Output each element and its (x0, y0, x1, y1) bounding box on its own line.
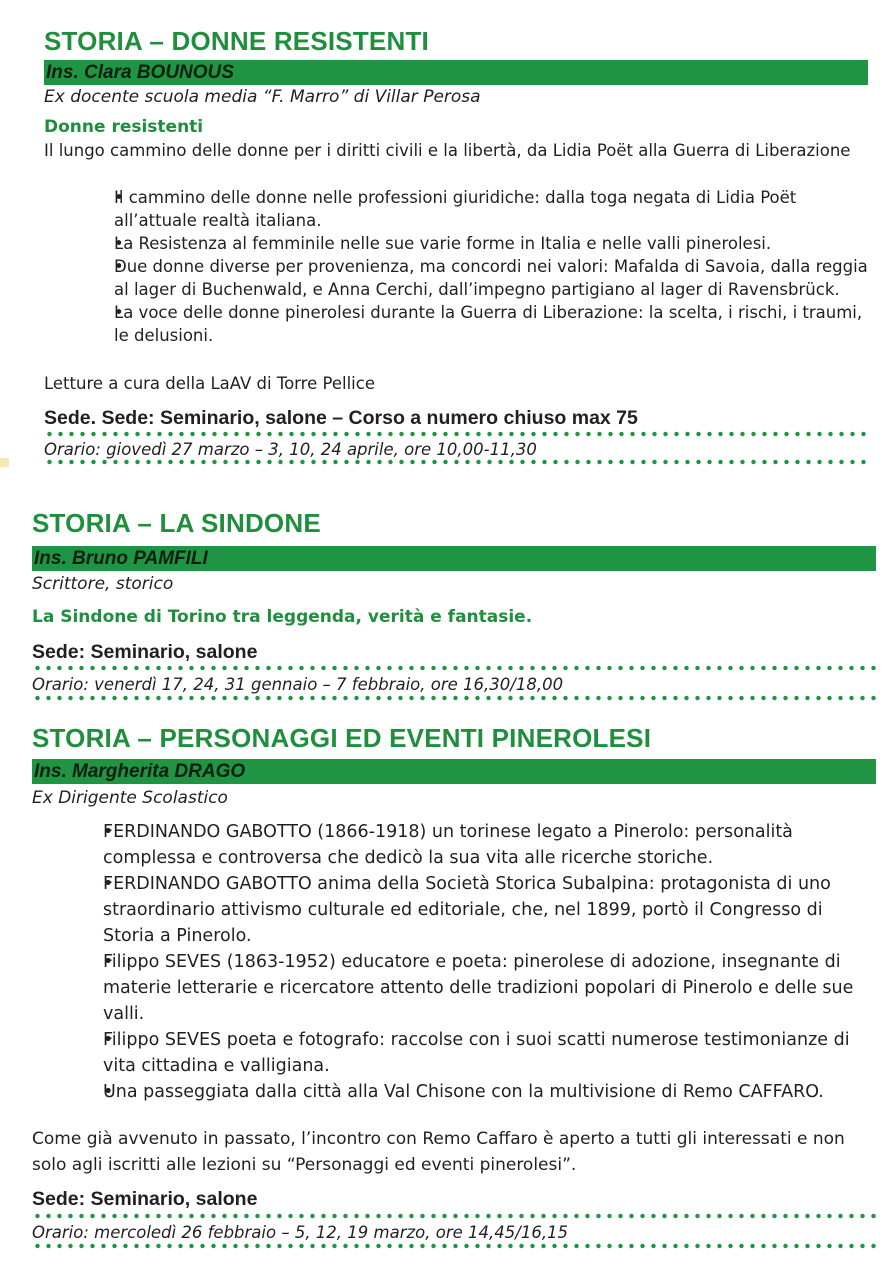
dotted-divider (44, 459, 868, 465)
course-note: Come già avvenuto in passato, l’incontro con Remo Caffaro è aperto a tutti gli interessati e non solo agli iscritti alle lezioni su “Personaggi ed eventi pinerolesi”. (32, 1129, 845, 1175)
teacher-bar: Ins. Clara BOUNOUS (44, 60, 868, 85)
list-item: • La voce delle donne pinerolesi durante la Guerra di Liberazione: la scelta, i rischi, i traumi, le delusioni. (90, 301, 868, 347)
list-item: • Filippo SEVES (1863-1952) educatore e poeta: pinerolese di adozione, insegnante di materie letterarie e ricercatore attento delle tradizioni popolari di Pinerolo e delle sue valli. (72, 949, 878, 1027)
venue-line: Sede. Sede: Seminario, salone – Corso a numero chiuso max 75 (44, 407, 638, 429)
section-title: STORIA – PERSONAGGI ED EVENTI PINEROLESI (32, 723, 652, 753)
course-title: La Sindone di Torino tra leggenda, verità e fantasie. (32, 607, 533, 627)
venue-line: Sede: Seminario, salone (32, 641, 258, 663)
list-item: • Il cammino delle donne nelle professioni giuridiche: dalla toga negata di Lidia Poët all’attuale realtà italiana. (90, 186, 868, 232)
dotted-divider (32, 1213, 876, 1219)
list-item: • FERDINANDO GABOTTO anima della Società Storica Subalpina: protagonista di uno straordinario attivismo culturale ed editoriale, che, nel 1899, portò il Congresso di Storia a Pinerolo. (72, 871, 878, 949)
teacher-bar: Ins. Bruno PAMFILI (32, 546, 876, 571)
section-title: STORIA – LA SINDONE (32, 508, 321, 538)
list-item: • La Resistenza al femminile nelle sue varie forme in Italia e nelle valli pinerolesi. (90, 232, 868, 255)
course-title: Donne resistenti (44, 117, 204, 137)
page-edge-mark (0, 458, 9, 467)
schedule-line: Orario: venerdì 17, 24, 31 gennaio – 7 febbraio, ore 16,30/18,00 (32, 675, 564, 694)
list-item: • FERDINANDO GABOTTO (1866-1918) un torinese legato a Pinerolo: personalità complessa e controversa che dedicò la sua vita alle ricerche storiche. (72, 819, 878, 871)
teacher-role: Scrittore, storico (32, 574, 174, 594)
teacher-role: Ex docente scuola media “F. Marro” di Villar Perosa (44, 87, 481, 107)
course-intro: Il lungo cammino delle donne per i diritti civili e la libertà, da Lidia Poët alla Guerra di Liberazione (44, 141, 851, 160)
teacher-role: Ex Dirigente Scolastico (32, 788, 228, 808)
section-title: STORIA – DONNE RESISTENTI (44, 26, 429, 56)
list-item: • Due donne diverse per provenienza, ma concordi nei valori: Mafalda di Savoia, dalla reggia al lager di Buchenwald, e Anna Cerchi, dall’impegno partigiano al lager di Ravensbrück. (90, 255, 868, 301)
dotted-divider (44, 431, 868, 437)
list-item: • Filippo SEVES poeta e fotografo: raccolse con i suoi scatti numerose testimonianze di vita cittadina e valligiana. (72, 1027, 878, 1079)
venue-line: Sede: Seminario, salone (32, 1188, 258, 1210)
teacher-bar: Ins. Margherita DRAGO (32, 759, 876, 784)
dotted-divider (32, 1243, 876, 1249)
schedule-line: Orario: giovedì 27 marzo – 3, 10, 24 aprile, ore 10,00-11,30 (44, 440, 537, 459)
dotted-divider (32, 695, 876, 701)
list-item: • Una passeggiata dalla città alla Val Chisone con la multivisione di Remo CAFFARO. (72, 1079, 878, 1105)
dotted-divider (32, 665, 876, 671)
course-note: Letture a cura della LaAV di Torre Pellice (44, 374, 375, 393)
topic-list (72, 819, 878, 1105)
topic-list (90, 186, 868, 347)
schedule-line: Orario: mercoledì 26 febbraio – 5, 12, 19 marzo, ore 14,45/16,15 (32, 1223, 569, 1242)
